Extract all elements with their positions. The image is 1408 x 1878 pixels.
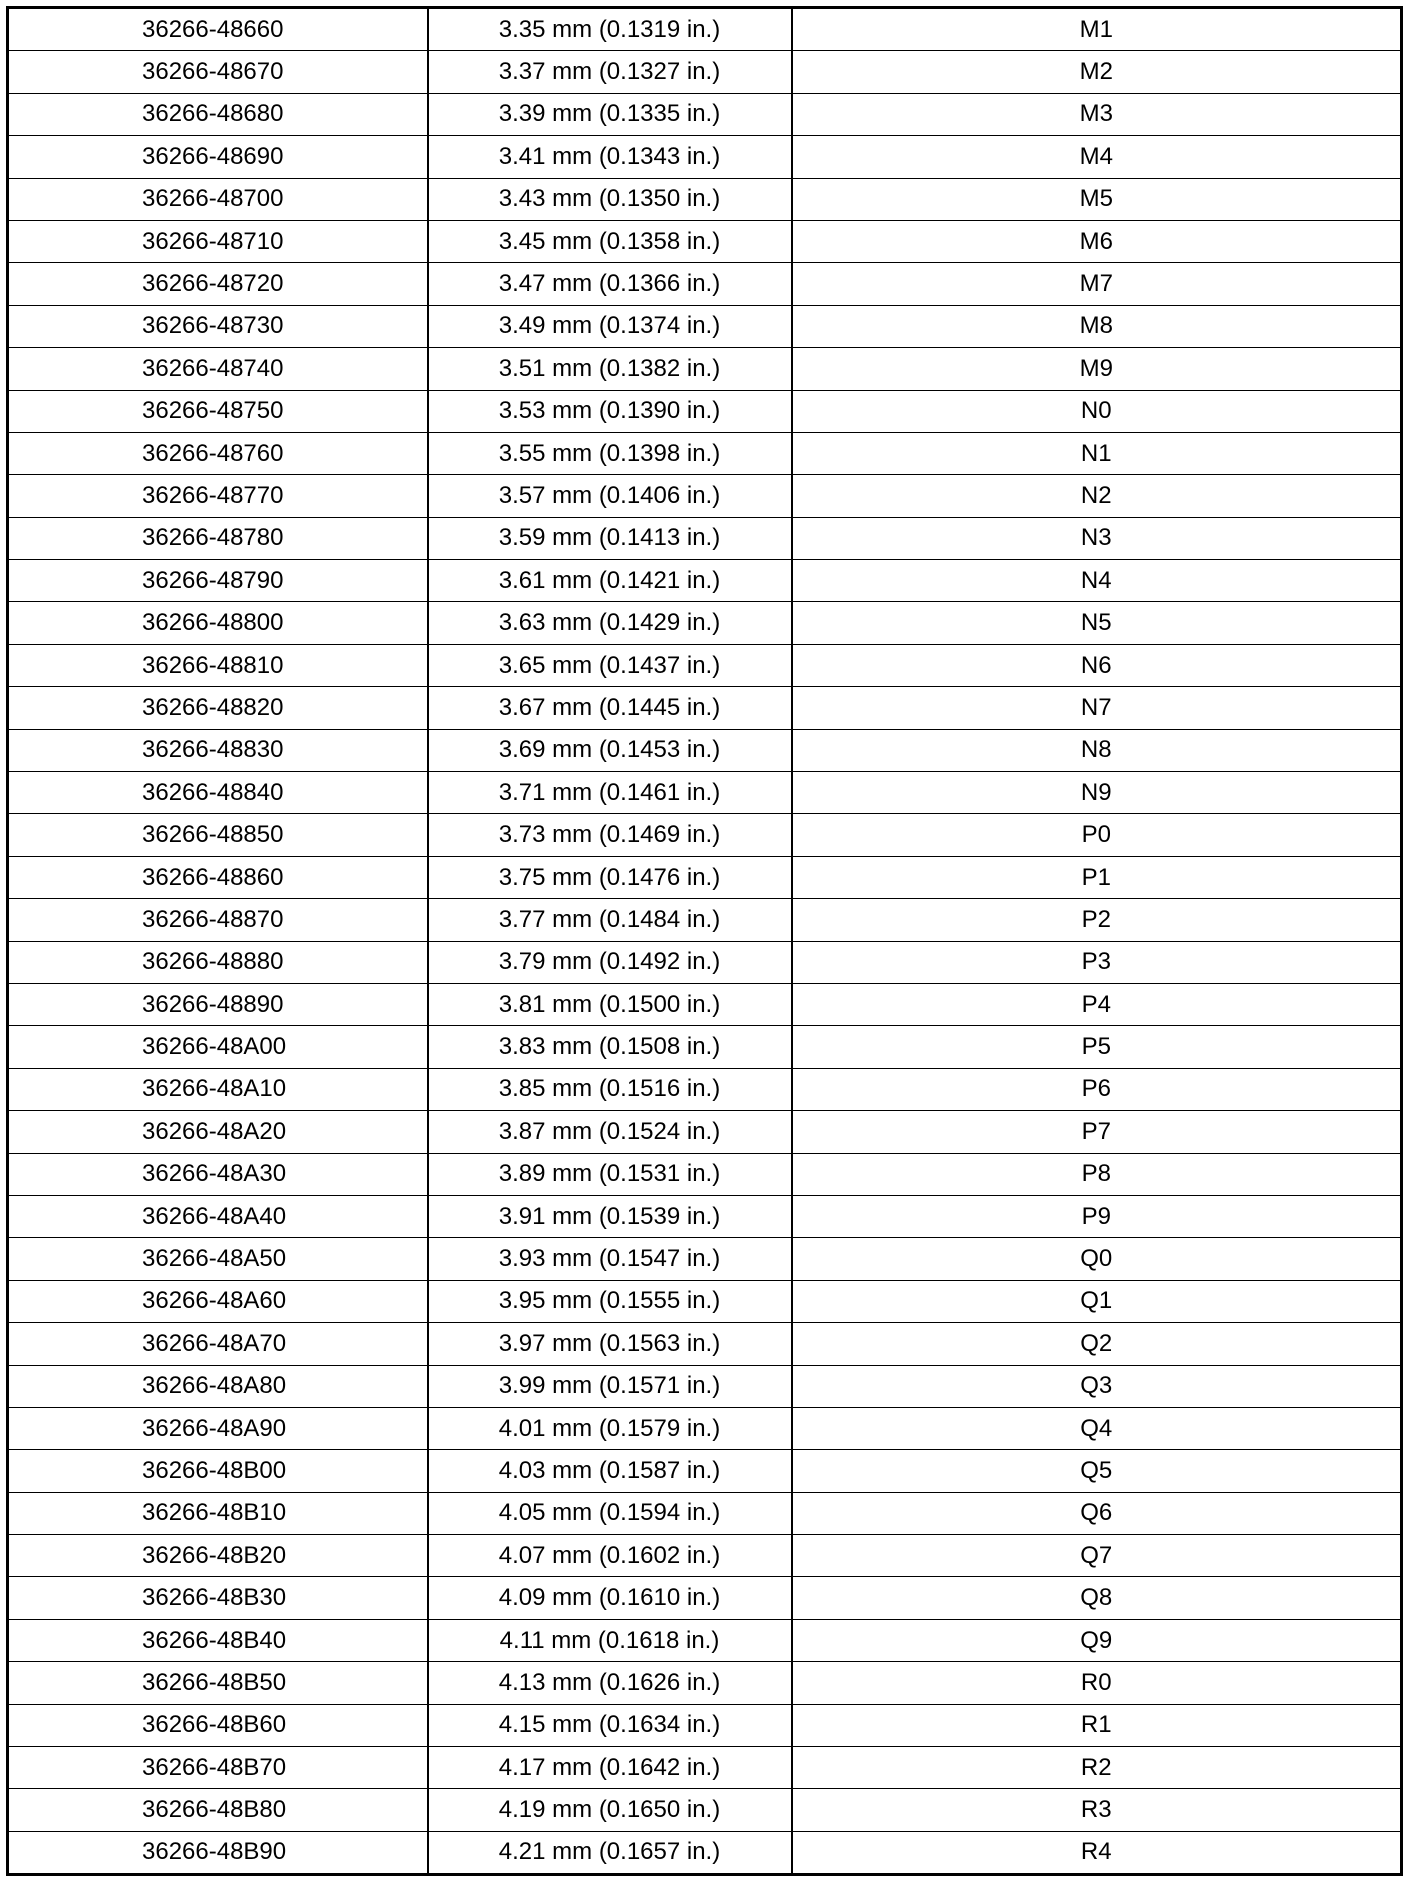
mark-cell: M9 <box>792 348 1402 390</box>
part-number-cell: 36266-48870 <box>8 899 428 941</box>
table-row <box>8 1535 1402 1577</box>
thickness-cell: 3.41 mm (0.1343 in.) <box>428 136 792 178</box>
mark-cell: P0 <box>792 814 1402 856</box>
table-row <box>8 178 1402 220</box>
thickness-cell: 3.51 mm (0.1382 in.) <box>428 348 792 390</box>
part-number-cell: 36266-48B50 <box>8 1662 428 1704</box>
table-row <box>8 136 1402 178</box>
thickness-cell: 3.53 mm (0.1390 in.) <box>428 390 792 432</box>
thickness-cell: 4.11 mm (0.1618 in.) <box>428 1619 792 1661</box>
thickness-cell: 3.39 mm (0.1335 in.) <box>428 93 792 135</box>
part-number-cell: 36266-48740 <box>8 348 428 390</box>
part-number-cell: 36266-48B00 <box>8 1450 428 1492</box>
thickness-cell: 3.77 mm (0.1484 in.) <box>428 899 792 941</box>
table-row <box>8 1577 1402 1619</box>
mark-cell: Q3 <box>792 1365 1402 1407</box>
table-row <box>8 602 1402 644</box>
part-number-cell: 36266-48860 <box>8 856 428 898</box>
part-number-cell: 36266-48840 <box>8 772 428 814</box>
thickness-cell: 3.95 mm (0.1555 in.) <box>428 1280 792 1322</box>
part-number-cell: 36266-48A90 <box>8 1407 428 1449</box>
table-row <box>8 941 1402 983</box>
mark-cell: P8 <box>792 1153 1402 1195</box>
mark-cell: Q0 <box>792 1238 1402 1280</box>
mark-cell: M2 <box>792 51 1402 93</box>
part-number-cell: 36266-48A80 <box>8 1365 428 1407</box>
table-row <box>8 220 1402 262</box>
mark-cell: P5 <box>792 1026 1402 1068</box>
part-number-cell: 36266-48A50 <box>8 1238 428 1280</box>
mark-cell: M4 <box>792 136 1402 178</box>
thickness-cell: 3.35 mm (0.1319 in.) <box>428 8 792 51</box>
table-row <box>8 1323 1402 1365</box>
part-number-cell: 36266-48830 <box>8 729 428 771</box>
part-number-cell: 36266-48890 <box>8 983 428 1025</box>
table-row <box>8 1662 1402 1704</box>
thickness-cell: 4.19 mm (0.1650 in.) <box>428 1789 792 1831</box>
table-row <box>8 517 1402 559</box>
part-number-cell: 36266-48780 <box>8 517 428 559</box>
thickness-cell: 3.87 mm (0.1524 in.) <box>428 1111 792 1153</box>
table-row <box>8 729 1402 771</box>
table-row <box>8 1831 1402 1874</box>
thickness-cell: 3.49 mm (0.1374 in.) <box>428 305 792 347</box>
table-row <box>8 1365 1402 1407</box>
mark-cell: M6 <box>792 220 1402 262</box>
mark-cell: P7 <box>792 1111 1402 1153</box>
table-row <box>8 305 1402 347</box>
table-row <box>8 644 1402 686</box>
part-number-cell: 36266-48B10 <box>8 1492 428 1534</box>
mark-cell: N6 <box>792 644 1402 686</box>
mark-cell: Q4 <box>792 1407 1402 1449</box>
mark-cell: Q7 <box>792 1535 1402 1577</box>
table-row <box>8 1747 1402 1789</box>
part-number-cell: 36266-48A40 <box>8 1195 428 1237</box>
thickness-cell: 3.59 mm (0.1413 in.) <box>428 517 792 559</box>
thickness-cell: 3.47 mm (0.1366 in.) <box>428 263 792 305</box>
part-number-cell: 36266-48690 <box>8 136 428 178</box>
thickness-cell: 3.67 mm (0.1445 in.) <box>428 687 792 729</box>
thickness-cell: 3.81 mm (0.1500 in.) <box>428 983 792 1025</box>
mark-cell: N2 <box>792 475 1402 517</box>
part-number-cell: 36266-48B20 <box>8 1535 428 1577</box>
mark-cell: P4 <box>792 983 1402 1025</box>
mark-cell: Q6 <box>792 1492 1402 1534</box>
thickness-cell: 3.93 mm (0.1547 in.) <box>428 1238 792 1280</box>
part-number-cell: 36266-48810 <box>8 644 428 686</box>
mark-cell: P2 <box>792 899 1402 941</box>
table-body <box>8 8 1402 1875</box>
table-row <box>8 1407 1402 1449</box>
mark-cell: Q1 <box>792 1280 1402 1322</box>
thickness-cell: 3.85 mm (0.1516 in.) <box>428 1068 792 1110</box>
thickness-cell: 3.61 mm (0.1421 in.) <box>428 560 792 602</box>
thickness-cell: 3.99 mm (0.1571 in.) <box>428 1365 792 1407</box>
table-row <box>8 263 1402 305</box>
mark-cell: M1 <box>792 8 1402 51</box>
mark-cell: N4 <box>792 560 1402 602</box>
table-row <box>8 1068 1402 1110</box>
mark-cell: Q9 <box>792 1619 1402 1661</box>
thickness-cell: 3.83 mm (0.1508 in.) <box>428 1026 792 1068</box>
table-row <box>8 1789 1402 1831</box>
part-number-cell: 36266-48700 <box>8 178 428 220</box>
mark-cell: N9 <box>792 772 1402 814</box>
part-number-cell: 36266-48710 <box>8 220 428 262</box>
thickness-cell: 3.73 mm (0.1469 in.) <box>428 814 792 856</box>
mark-cell: R0 <box>792 1662 1402 1704</box>
part-number-cell: 36266-48730 <box>8 305 428 347</box>
table-row <box>8 1704 1402 1746</box>
part-number-cell: 36266-48720 <box>8 263 428 305</box>
part-number-cell: 36266-48B80 <box>8 1789 428 1831</box>
table-row <box>8 814 1402 856</box>
table-row <box>8 772 1402 814</box>
mark-cell: N8 <box>792 729 1402 771</box>
table-row <box>8 1195 1402 1237</box>
mark-cell: M5 <box>792 178 1402 220</box>
thickness-cell: 3.91 mm (0.1539 in.) <box>428 1195 792 1237</box>
part-number-cell: 36266-48B60 <box>8 1704 428 1746</box>
thickness-cell: 4.13 mm (0.1626 in.) <box>428 1662 792 1704</box>
table-row <box>8 1450 1402 1492</box>
mark-cell: R3 <box>792 1789 1402 1831</box>
thickness-cell: 3.37 mm (0.1327 in.) <box>428 51 792 93</box>
table-row <box>8 983 1402 1025</box>
thickness-cell: 3.43 mm (0.1350 in.) <box>428 178 792 220</box>
mark-cell: R4 <box>792 1831 1402 1874</box>
table-row <box>8 93 1402 135</box>
mark-cell: N5 <box>792 602 1402 644</box>
thickness-cell: 3.71 mm (0.1461 in.) <box>428 772 792 814</box>
table-row <box>8 432 1402 474</box>
part-number-cell: 36266-48790 <box>8 560 428 602</box>
part-number-cell: 36266-48A70 <box>8 1323 428 1365</box>
table-row <box>8 1153 1402 1195</box>
mark-cell: N7 <box>792 687 1402 729</box>
part-number-cell: 36266-48770 <box>8 475 428 517</box>
thickness-cell: 4.09 mm (0.1610 in.) <box>428 1577 792 1619</box>
thickness-cell: 4.05 mm (0.1594 in.) <box>428 1492 792 1534</box>
thickness-cell: 3.75 mm (0.1476 in.) <box>428 856 792 898</box>
thickness-cell: 3.55 mm (0.1398 in.) <box>428 432 792 474</box>
thickness-cell: 3.63 mm (0.1429 in.) <box>428 602 792 644</box>
part-number-cell: 36266-48750 <box>8 390 428 432</box>
part-number-cell: 36266-48660 <box>8 8 428 51</box>
thickness-cell: 3.79 mm (0.1492 in.) <box>428 941 792 983</box>
table-row <box>8 856 1402 898</box>
table-row <box>8 8 1402 51</box>
mark-cell: N0 <box>792 390 1402 432</box>
part-number-cell: 36266-48B90 <box>8 1831 428 1874</box>
thickness-cell: 4.01 mm (0.1579 in.) <box>428 1407 792 1449</box>
table-row <box>8 560 1402 602</box>
part-number-cell: 36266-48760 <box>8 432 428 474</box>
part-number-cell: 36266-48850 <box>8 814 428 856</box>
part-number-cell: 36266-48A00 <box>8 1026 428 1068</box>
mark-cell: P3 <box>792 941 1402 983</box>
mark-cell: P9 <box>792 1195 1402 1237</box>
table-row <box>8 1619 1402 1661</box>
part-number-cell: 36266-48820 <box>8 687 428 729</box>
thickness-cell: 4.17 mm (0.1642 in.) <box>428 1747 792 1789</box>
part-number-cell: 36266-48670 <box>8 51 428 93</box>
table-row <box>8 1111 1402 1153</box>
thickness-cell: 3.65 mm (0.1437 in.) <box>428 644 792 686</box>
mark-cell: R1 <box>792 1704 1402 1746</box>
thickness-cell: 3.69 mm (0.1453 in.) <box>428 729 792 771</box>
thickness-cell: 4.15 mm (0.1634 in.) <box>428 1704 792 1746</box>
thickness-cell: 3.89 mm (0.1531 in.) <box>428 1153 792 1195</box>
part-number-cell: 36266-48A30 <box>8 1153 428 1195</box>
part-number-cell: 36266-48800 <box>8 602 428 644</box>
part-number-cell: 36266-48680 <box>8 93 428 135</box>
mark-cell: Q8 <box>792 1577 1402 1619</box>
mark-cell: Q2 <box>792 1323 1402 1365</box>
part-number-cell: 36266-48B30 <box>8 1577 428 1619</box>
mark-cell: N3 <box>792 517 1402 559</box>
thickness-cell: 3.57 mm (0.1406 in.) <box>428 475 792 517</box>
table-row <box>8 475 1402 517</box>
thickness-cell: 4.03 mm (0.1587 in.) <box>428 1450 792 1492</box>
part-number-cell: 36266-48880 <box>8 941 428 983</box>
table-row <box>8 687 1402 729</box>
mark-cell: R2 <box>792 1747 1402 1789</box>
mark-cell: M8 <box>792 305 1402 347</box>
mark-cell: M3 <box>792 93 1402 135</box>
mark-cell: M7 <box>792 263 1402 305</box>
mark-cell: N1 <box>792 432 1402 474</box>
table-row <box>8 51 1402 93</box>
table-row <box>8 348 1402 390</box>
table-row <box>8 390 1402 432</box>
mark-cell: P6 <box>792 1068 1402 1110</box>
part-number-cell: 36266-48A60 <box>8 1280 428 1322</box>
thickness-cell: 3.45 mm (0.1358 in.) <box>428 220 792 262</box>
table-row <box>8 1492 1402 1534</box>
table-row <box>8 899 1402 941</box>
part-number-cell: 36266-48A20 <box>8 1111 428 1153</box>
thickness-cell: 3.97 mm (0.1563 in.) <box>428 1323 792 1365</box>
table-row <box>8 1238 1402 1280</box>
part-number-cell: 36266-48B40 <box>8 1619 428 1661</box>
thickness-cell: 4.07 mm (0.1602 in.) <box>428 1535 792 1577</box>
table-row <box>8 1280 1402 1322</box>
mark-cell: Q5 <box>792 1450 1402 1492</box>
part-number-cell: 36266-48A10 <box>8 1068 428 1110</box>
table-row <box>8 1026 1402 1068</box>
part-number-cell: 36266-48B70 <box>8 1747 428 1789</box>
mark-cell: P1 <box>792 856 1402 898</box>
shim-spec-table <box>6 6 1403 1876</box>
thickness-cell: 4.21 mm (0.1657 in.) <box>428 1831 792 1874</box>
